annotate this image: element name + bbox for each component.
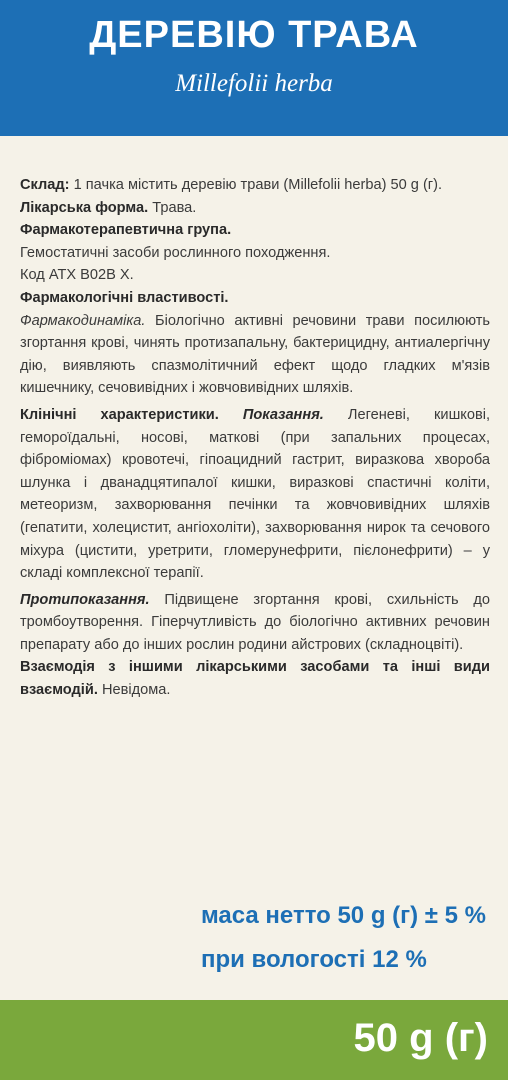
interaction-text: Невідома. (97, 682, 171, 699)
clinical-paragraph (20, 404, 490, 585)
indications-label: Показання. (218, 406, 324, 423)
contra-text: Підвищене згортання крові, схильність до тромбоутворення. Гіперчутливість до біологічно активних речовин препарату або до інших рослин родини айстрових (складноцвіті). (20, 591, 490, 653)
interaction-paragraph (20, 656, 490, 701)
net-weight-line: маса нетто 50 g (г) ± 5 % (200, 902, 486, 929)
form-paragraph (20, 197, 490, 220)
latin-name: Millefolii herba (175, 70, 333, 97)
contra-label: Протипоказання. (20, 591, 150, 608)
pharm-group-text: Гемостатичні засоби рослинного походження. (20, 244, 331, 261)
composition-paragraph (20, 174, 490, 197)
contra-paragraph (20, 589, 490, 657)
footer-weight: 50 g (г) (353, 1016, 488, 1060)
pharm-props-subtitle: Фармакодинаміка. (20, 312, 146, 329)
header-banner (0, 0, 508, 136)
composition-label: Склад: (20, 177, 70, 193)
footer-banner (0, 1000, 508, 1080)
form-label: Лікарська форма. (20, 199, 149, 216)
pharm-props-text: Біологічно активні речовини трави посилюють згортання крові, чинять протизапальну, бактерицидну, антиалергічну дію, виявляють спазмолітичний ефект щодо гладких м'язів кишечнику, сечовивідних і жовчовивідних шляхів. (20, 312, 490, 397)
composition-text: 1 пачка містить деревію трави (Millefolii herba) 50 g (г). (69, 177, 443, 193)
clinical-text: Легеневі, кишкові, геморoїдальні, носові, маткові (при запальних процесах, фібромiомах) кровотечі, гіпоацидний гастрит, виразкова хвороба шлунка і дванадцятипалої кишки, виразкові спастичні коліти, метеоризм, захворювання печінки та жовчовивідних шляхів (гепатити, холецистит, ангіохоліти), захворювання нирок та сечового міхура (цистити, уретрити, гломерунефрити, пієлонефрити) – у складі комплексної терапії. (20, 406, 491, 582)
pharm-props-paragraph (20, 310, 490, 400)
pharm-props-label: Фармакологічні властивості. (20, 289, 229, 306)
pharm-group-line2 (20, 264, 490, 287)
product-title: ДЕРЕВІЮ ТРАВА (89, 14, 419, 56)
atc-code: Код АТХ В02В Х. (20, 267, 134, 284)
pharm-props-heading (20, 287, 490, 310)
pharm-group-line1 (20, 242, 490, 265)
pharm-group-label: Фармакотерапевтична група. (20, 222, 232, 239)
net-weight-block (201, 894, 486, 982)
pharm-group-heading (20, 219, 490, 242)
interaction-label: Взаємодія з іншими лікарськими засобами та інші види взаємодій. (20, 659, 490, 699)
humidity-line: при вологості 12 % (200, 946, 427, 973)
clinical-label: Клінічні характеристики. (20, 406, 219, 423)
form-text: Трава. (148, 199, 197, 216)
leaflet-text (20, 174, 490, 702)
